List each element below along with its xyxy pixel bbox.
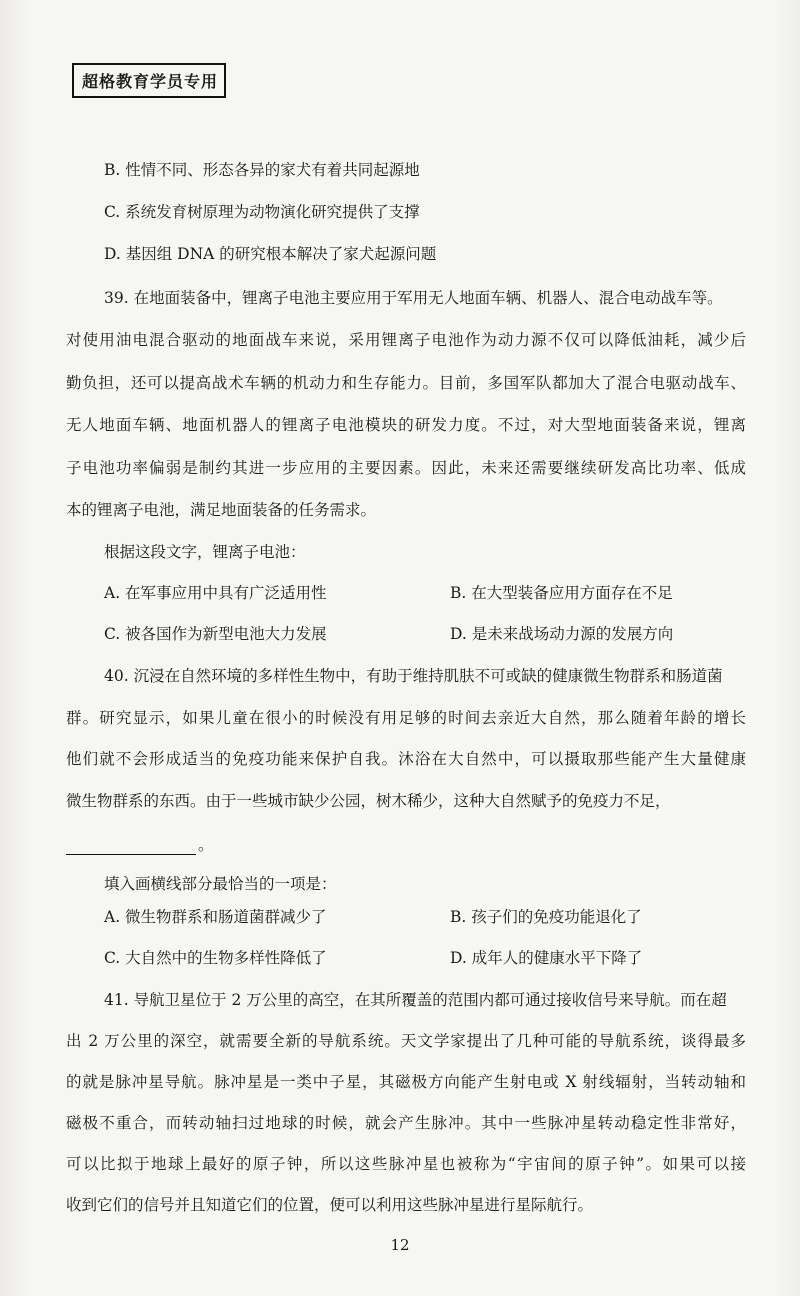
prev-option-d: D. 基因组 DNA 的研究根本解决了家犬起源问题 bbox=[104, 245, 437, 263]
q40-line-1: 40. 沉浸在自然环境的多样性生物中，有助于维持肌肤不可或缺的健康微生物群系和肠道菌 bbox=[104, 667, 723, 685]
q39-option-c: C. 被各国作为新型电池大力发展 bbox=[104, 625, 327, 643]
q40-line-2: 群。研究显示，如果儿童在很小的时候没有用足够的时间去亲近大自然，那么随着年龄的增长 bbox=[66, 709, 746, 727]
q39-line-5: 子电池功率偏弱是制约其进一步应用的主要因素。因此，未来还需要继续研发高比功率、低成 bbox=[66, 459, 746, 477]
q39-option-b: B. 在大型装备应用方面存在不足 bbox=[450, 584, 673, 602]
q41-line-1: 41. 导航卫星位于 2 万公里的高空，在其所覆盖的范围内都可通过接收信号来导航。而在超 bbox=[104, 991, 727, 1009]
q41-line-3: 的就是脉冲星导航。脉冲星是一类中子星，其磁极方向能产生射电或 X 射线辐射，当转动轴和 bbox=[66, 1073, 746, 1091]
q39-option-d: D. 是未来战场动力源的发展方向 bbox=[450, 625, 674, 643]
q40-option-d: D. 成年人的健康水平下降了 bbox=[450, 949, 643, 967]
header-label-box bbox=[72, 63, 226, 98]
q39-line-3: 勤负担，还可以提高战术车辆的机动力和生存能力。目前，多国军队都加大了混合电驱动战车、 bbox=[66, 374, 746, 392]
q41-line-5: 可以比拟于地球上最好的原子钟，所以这些脉冲星也被称为“宇宙间的原子钟”。如果可以接 bbox=[66, 1155, 746, 1173]
prev-option-c: C. 系统发育树原理为动物演化研究提供了支撑 bbox=[104, 203, 420, 221]
q39-option-a: A. 在军事应用中具有广泛适用性 bbox=[104, 584, 327, 602]
q41-line-6: 收到它们的信号并且知道它们的位置，便可以利用这些脉冲星进行星际航行。 bbox=[66, 1196, 594, 1214]
q41-line-4: 磁极不重合，而转动轴扫过地球的时候，就会产生脉冲。其中一些脉冲星转动稳定性非常好， bbox=[66, 1114, 746, 1132]
q40-option-b: B. 孩子们的免疫功能退化了 bbox=[450, 908, 642, 926]
q39-line-2: 对使用油电混合驱动的地面战车来说，采用锂离子电池作为动力源不仅可以降低油耗，减少后 bbox=[66, 331, 746, 349]
prev-option-b: B. 性情不同、形态各异的家犬有着共同起源地 bbox=[104, 161, 420, 179]
q39-line-1: 39. 在地面装备中，锂离子电池主要应用于军用无人地面车辆、机器人、混合电动战车等。 bbox=[104, 289, 723, 307]
q40-option-a: A. 微生物群系和肠道菌群减少了 bbox=[104, 908, 327, 926]
q40-line-4: 微生物群系的东西。由于一些城市缺少公园，树木稀少，这种大自然赋予的免疫力不足， bbox=[66, 792, 671, 810]
q40-answer-blank bbox=[66, 833, 214, 855]
q39-line-4: 无人地面车辆、地面机器人的锂离子电池模块的研发力度。不过，对大型地面装备来说，锂离 bbox=[66, 416, 746, 434]
blank-end-mark: 。 bbox=[198, 836, 214, 854]
page-number: 12 bbox=[390, 1236, 410, 1254]
q40-option-c: C. 大自然中的生物多样性降低了 bbox=[104, 949, 327, 967]
q39-line-6: 本的锂离子电池，满足地面装备的任务需求。 bbox=[66, 501, 377, 519]
q40-line-3: 他们就不会形成适当的免疫功能来保护自我。沐浴在大自然中，可以摄取那些能产生大量健康 bbox=[66, 750, 746, 768]
q39-prompt: 根据这段文字，锂离子电池： bbox=[104, 543, 306, 561]
header-label: 超格教育学员专用 bbox=[82, 72, 219, 91]
q41-line-2: 出 2 万公里的深空，就需要全新的导航系统。天文学家提出了几种可能的导航系统，谈得最多 bbox=[66, 1032, 746, 1050]
q40-prompt: 填入画横线部分最恰当的一项是： bbox=[104, 875, 337, 893]
blank-underline bbox=[66, 842, 196, 855]
